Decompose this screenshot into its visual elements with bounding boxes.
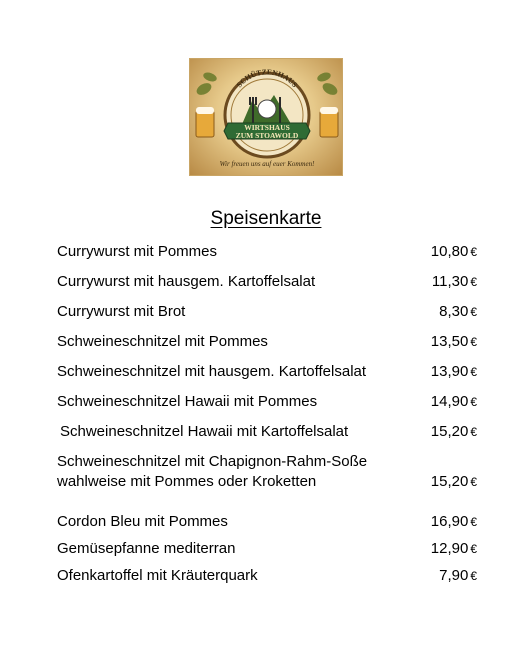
menu-item-name: Schweineschnitzel Hawaii mit Kartoffelsalat bbox=[60, 423, 349, 440]
menu-item-price bbox=[439, 302, 477, 322]
menu-item-price bbox=[431, 362, 477, 382]
price-amount: 15,20 bbox=[430, 473, 469, 490]
currency-symbol: € bbox=[470, 395, 477, 409]
menu-item-price bbox=[431, 472, 477, 492]
menu-item-name: Currywurst mit Brot bbox=[57, 303, 186, 320]
price-amount: 14,90 bbox=[430, 393, 469, 410]
menu-item-name-line2: wahlweise mit Pommes oder Kroketten bbox=[57, 473, 317, 490]
menu-item-price bbox=[432, 272, 477, 292]
logo-top-text: SCHÜTZENHAUS bbox=[234, 67, 300, 90]
logo-motto: Wir freuen uns auf euer Kommen! bbox=[219, 160, 315, 168]
menu-item-name: Gemüsepfanne mediterran bbox=[57, 540, 236, 557]
currency-symbol: € bbox=[470, 425, 477, 439]
currency-symbol: € bbox=[470, 335, 477, 349]
price-amount: 13,50 bbox=[430, 333, 469, 350]
restaurant-logo bbox=[189, 58, 343, 176]
menu-item-price bbox=[431, 392, 477, 412]
menu-item-name: Currywurst mit hausgem. Kartoffelsalat bbox=[57, 273, 316, 290]
price-amount: 11,30 bbox=[431, 273, 469, 290]
logo-banner-line2: ZUM STOAWOLD bbox=[235, 131, 299, 140]
price-amount: 12,90 bbox=[430, 540, 469, 557]
currency-symbol: € bbox=[470, 305, 477, 319]
currency-symbol: € bbox=[470, 245, 477, 259]
price-amount: 15,20 bbox=[430, 423, 469, 440]
currency-symbol: € bbox=[470, 515, 477, 529]
menu-item-price bbox=[439, 566, 477, 586]
menu-title: Speisenkarte bbox=[210, 208, 322, 229]
currency-symbol: € bbox=[470, 475, 477, 489]
currency-symbol: € bbox=[470, 275, 477, 289]
menu-item-name: Schweineschnitzel Hawaii mit Pommes bbox=[57, 393, 318, 410]
menu-item-price bbox=[431, 512, 477, 532]
menu-item-name: Schweineschnitzel mit hausgem. Kartoffelsalat bbox=[57, 363, 367, 380]
menu-item-name: Currywurst mit Pommes bbox=[57, 243, 218, 260]
price-amount: 7,90 bbox=[439, 567, 469, 584]
price-amount: 8,30 bbox=[439, 303, 469, 320]
currency-symbol: € bbox=[470, 365, 477, 379]
price-amount: 16,90 bbox=[430, 513, 469, 530]
menu-item-name: Cordon Bleu mit Pommes bbox=[57, 513, 228, 530]
menu-item-price bbox=[431, 242, 477, 262]
menu-item-name: Schweineschnitzel mit Chapignon-Rahm-Soße bbox=[57, 453, 368, 470]
menu-item-price bbox=[431, 332, 477, 352]
price-amount: 13,90 bbox=[430, 363, 469, 380]
menu-item-name: Schweineschnitzel mit Pommes bbox=[57, 333, 268, 350]
menu-item-price bbox=[431, 539, 477, 559]
beer-mug-left-icon bbox=[196, 107, 214, 137]
currency-symbol: € bbox=[470, 569, 477, 583]
logo-banner-line1: WIRTSHAUS bbox=[244, 123, 290, 132]
menu-item-price bbox=[431, 422, 477, 442]
menu-item-name: Ofenkartoffel mit Kräuterquark bbox=[57, 567, 258, 584]
logo-graphic bbox=[190, 59, 343, 176]
beer-mug-right-icon bbox=[320, 107, 338, 137]
price-amount: 10,80 bbox=[430, 243, 469, 260]
currency-symbol: € bbox=[470, 542, 477, 556]
